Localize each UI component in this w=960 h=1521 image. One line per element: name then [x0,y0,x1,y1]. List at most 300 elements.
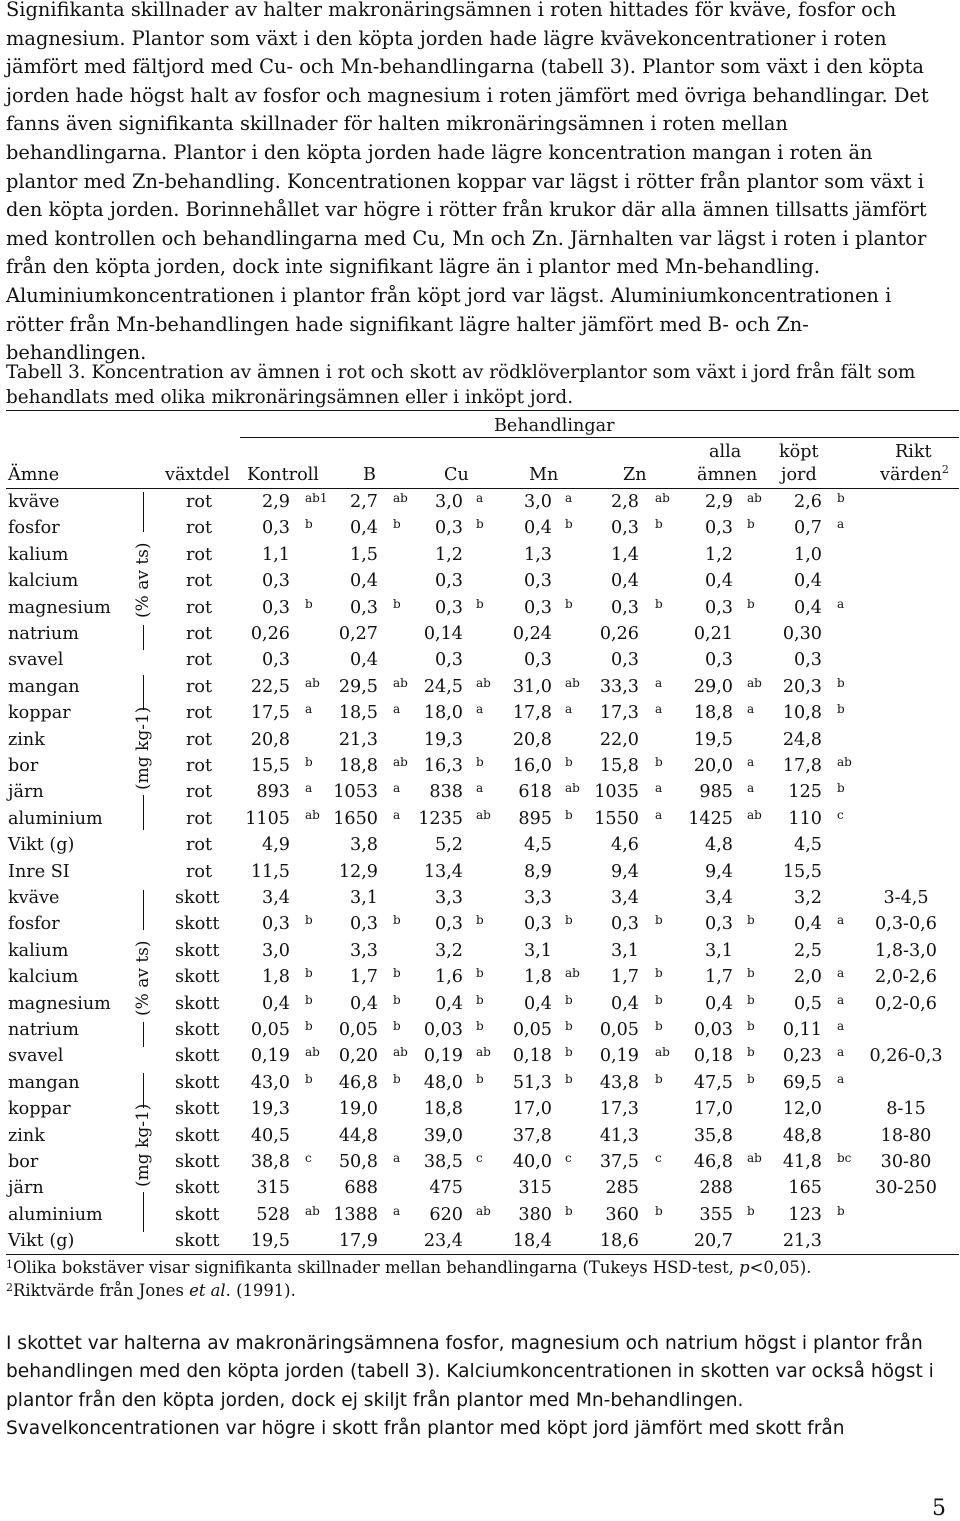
cell-value: 0,27 [338,624,378,644]
cell-value: 1650 [333,809,378,829]
cell-value: 285 [605,1178,639,1198]
cell-value: 0,3 [705,598,733,618]
cell-significance: c [837,808,844,822]
cell-value: 20,8 [512,730,552,750]
cell-significance: a [476,781,484,795]
cell-significance: b [476,1019,484,1033]
cell-value: 21,3 [782,1231,822,1251]
cell-significance: ab [655,491,670,505]
cell-value: 0,4 [350,571,378,591]
cell-value: 8,9 [524,862,552,882]
unit-label-root-mg: (mg kg-1) [133,706,153,790]
cell-vaxtdel: rot [186,730,213,750]
cell-value: 33,3 [599,677,639,697]
cell-value: 3,3 [350,941,378,961]
col-head-mn: Mn [529,465,559,485]
cell-value: 0,26 [250,624,290,644]
cell-value: 22,5 [250,677,290,697]
cell-value: 893 [256,782,290,802]
cell-significance: b [747,913,755,927]
cell-value: 123 [788,1205,822,1225]
cell-value: 39,0 [423,1126,463,1146]
cell-significance: b [655,755,663,769]
cell-significance: b [476,517,484,531]
cell-value: 0,3 [611,650,639,670]
cell-significance: b [565,1045,573,1059]
cell-value: 1,7 [350,967,378,987]
cell-significance: b [305,993,313,1007]
col-head-zn: Zn [623,465,647,485]
cell-value: 0,7 [794,518,822,538]
cell-significance: b [393,597,401,611]
cell-value: 0,5 [794,994,822,1014]
cell-significance: a [476,491,484,505]
cell-significance: b [476,993,484,1007]
cell-value: 38,5 [423,1152,463,1172]
cell-value: 3,2 [435,941,463,961]
cell-value: 22,0 [599,730,639,750]
cell-value: 0,4 [524,518,552,538]
col-head-kontroll: Kontroll [247,465,319,485]
col-head-ammen: ämnen [697,465,758,485]
unit-bracket-line [143,675,144,710]
cell-value: 0,26 [599,624,639,644]
cell-value: 17,8 [512,703,552,723]
cell-value: 1,2 [705,545,733,565]
cell-significance: a [837,1072,845,1086]
cell-significance: bc [837,1151,852,1165]
cell-value: 29,5 [338,677,378,697]
cell-amne: Inre SI [8,862,70,882]
cell-value: 3,4 [705,888,733,908]
cell-value: 48,8 [782,1126,822,1146]
cell-significance: b [305,1072,313,1086]
cell-value: 3,1 [611,941,639,961]
cell-riktvarde: 0,3-0,6 [875,914,937,934]
cell-value: 43,0 [250,1073,290,1093]
cell-significance: ab [305,676,320,690]
cell-value: 17,9 [338,1231,378,1251]
cell-value: 0,3 [611,598,639,618]
cell-significance: a [655,702,663,716]
cell-significance: b [747,517,755,531]
cell-value: 0,4 [524,994,552,1014]
cell-value: 1,8 [524,967,552,987]
cell-significance: ab [655,1045,670,1059]
cell-value: 29,0 [693,677,733,697]
unit-label-shoot-percent: (% av ts) [133,940,153,1016]
cell-significance: b [747,597,755,611]
cell-value: 4,8 [705,835,733,855]
cell-value: 2,5 [794,941,822,961]
cell-significance: ab [476,1204,491,1218]
cell-value: 43,8 [599,1073,639,1093]
cell-value: 0,4 [794,914,822,934]
cell-riktvarde: 3-4,5 [883,888,929,908]
unit-bracket-line [143,492,144,532]
cell-value: 3,0 [435,492,463,512]
cell-value: 0,4 [705,994,733,1014]
cell-value: 16,0 [512,756,552,776]
cell-value: 0,3 [262,571,290,591]
cell-value: 37,8 [512,1126,552,1146]
cell-value: 0,19 [599,1046,639,1066]
cell-significance: c [565,1151,572,1165]
cell-value: 1035 [594,782,639,802]
cell-riktvarde: 30-250 [875,1178,937,1198]
cell-significance: b [393,1019,401,1033]
cell-vaxtdel: skott [175,888,220,908]
col-head-jord: jord [781,465,817,485]
cell-riktvarde: 18-80 [880,1126,932,1146]
cell-significance: a [393,1204,401,1218]
cell-amne: aluminium [8,1205,103,1225]
cell-value: 4,9 [262,835,290,855]
cell-vaxtdel: rot [186,782,213,802]
cell-value: 0,3 [794,650,822,670]
cell-value: 838 [429,782,463,802]
cell-value: 41,3 [599,1126,639,1146]
cell-value: 1105 [245,809,290,829]
cell-vaxtdel: rot [186,624,213,644]
cell-value: 1,7 [705,967,733,987]
unit-bracket-line [143,890,144,930]
cell-significance: b [393,517,401,531]
cell-value: 11,5 [250,862,290,882]
cell-significance: b [305,1019,313,1033]
cell-value: 2,8 [611,492,639,512]
col-head-b: B [363,465,376,485]
cell-value: 1,8 [262,967,290,987]
col-head-amne: Ämne [8,465,60,485]
cell-vaxtdel: rot [186,862,213,882]
cell-value: 0,3 [262,518,290,538]
cell-value: 41,8 [782,1152,822,1172]
cell-vaxtdel: rot [186,835,213,855]
cell-significance: b [837,676,845,690]
cell-value: 18,4 [512,1231,552,1251]
cell-vaxtdel: rot [186,492,213,512]
cell-value: 0,4 [435,994,463,1014]
cell-significance: b [565,808,573,822]
cell-value: 0,3 [705,650,733,670]
cell-significance: b [837,1204,845,1218]
cell-value: 3,3 [524,888,552,908]
cell-significance: b [565,913,573,927]
cell-value: 46,8 [338,1073,378,1093]
cell-value: 0,3 [435,914,463,934]
cell-value: 19,5 [250,1231,290,1251]
cell-value: 0,3 [524,571,552,591]
cell-value: 895 [518,809,552,829]
cell-vaxtdel: skott [175,967,220,987]
cell-significance: ab [305,808,320,822]
cell-value: 46,8 [693,1152,733,1172]
cell-significance: b [393,1072,401,1086]
cell-significance: a [837,517,845,531]
cell-value: 0,3 [262,650,290,670]
cell-value: 18,8 [423,1099,463,1119]
cell-value: 18,8 [693,703,733,723]
cell-significance: b [837,781,845,795]
cell-value: 355 [699,1205,733,1225]
cell-vaxtdel: skott [175,994,220,1014]
cell-value: 18,6 [599,1231,639,1251]
cell-significance: ab [476,676,491,690]
unit-label-root-percent: (% av ts) [133,542,153,618]
cell-value: 315 [256,1178,290,1198]
cell-significance: ab [565,676,580,690]
cell-value: 1235 [418,809,463,829]
cell-value: 3,0 [262,941,290,961]
cell-significance: c [655,1151,662,1165]
cell-value: 38,8 [250,1152,290,1172]
cell-amne: bor [8,756,39,776]
cell-vaxtdel: rot [186,703,213,723]
cell-value: 0,05 [599,1020,639,1040]
cell-riktvarde: 2,0-2,6 [875,967,937,987]
cell-significance: b [305,966,313,980]
cell-value: 0,03 [423,1020,463,1040]
cell-value: 31,0 [512,677,552,697]
cell-significance: c [305,1151,312,1165]
cell-value: 1,2 [435,545,463,565]
cell-significance: b [565,517,573,531]
cell-value: 5,2 [435,835,463,855]
cell-value: 50,8 [338,1152,378,1172]
cell-value: 0,3 [262,598,290,618]
cell-significance: a [565,702,573,716]
cell-value: 618 [518,782,552,802]
cell-value: 0,3 [705,518,733,538]
cell-value: 0,4 [350,518,378,538]
cell-value: 0,24 [512,624,552,644]
cell-significance: b [305,597,313,611]
cell-value: 0,3 [611,914,639,934]
cell-value: 18,5 [338,703,378,723]
cell-significance: ab [747,1151,762,1165]
cell-value: 17,3 [599,1099,639,1119]
cell-value: 1,0 [794,545,822,565]
cell-significance: b [476,755,484,769]
cell-value: 4,5 [794,835,822,855]
cell-value: 360 [605,1205,639,1225]
cell-significance: b [655,993,663,1007]
footnote-1: $^1$Olika bokstäver visar signifikanta skillnader mellan behandlingarna (Tukeys HSD-test, p<0,05). [6,1258,812,1277]
cell-value: 0,14 [423,624,463,644]
cell-value: 0,3 [611,518,639,538]
cell-value: 20,7 [693,1231,733,1251]
cell-amne: koppar [8,703,71,723]
cell-significance: b [565,1204,573,1218]
cell-value: 47,5 [693,1073,733,1093]
cell-amne: kväve [8,492,60,512]
cell-value: 15,5 [782,862,822,882]
cell-significance: ab [837,755,852,769]
cell-value: 15,5 [250,756,290,776]
cell-value: 0,3 [435,650,463,670]
cell-significance: b [655,517,663,531]
table-top-rule [6,410,959,411]
cell-value: 165 [788,1178,822,1198]
cell-value: 0,4 [611,994,639,1014]
cell-significance: b [305,913,313,927]
cell-amne: järn [8,782,44,802]
cell-value: 3,1 [705,941,733,961]
cell-vaxtdel: rot [186,571,213,591]
cell-vaxtdel: skott [175,1073,220,1093]
cell-amne: kväve [8,888,60,908]
cell-value: 0,11 [782,1020,822,1040]
cell-value: 0,03 [693,1020,733,1040]
cell-value: 1,6 [435,967,463,987]
cell-significance: b [565,755,573,769]
cell-value: 2,9 [705,492,733,512]
cell-amne: kalium [8,941,69,961]
table-bottom-rule [6,1254,959,1255]
cell-vaxtdel: skott [175,914,220,934]
col-head-vaxtdel: växtdel [165,465,230,485]
cell-significance: ab [393,491,408,505]
cell-value: 3,2 [794,888,822,908]
cell-amne: zink [8,730,45,750]
cell-value: 985 [699,782,733,802]
cell-value: 1,7 [611,967,639,987]
cell-value: 18,0 [423,703,463,723]
cell-significance: ab [565,781,580,795]
cell-amne: mangan [8,677,80,697]
cell-significance: b [747,1019,755,1033]
cell-value: 17,0 [693,1099,733,1119]
group-header-behandlingar: Behandlingar [494,416,615,436]
cell-value: 20,0 [693,756,733,776]
cell-significance: a [655,676,663,690]
cell-value: 0,4 [350,994,378,1014]
col-head-kopt: köpt [779,442,819,462]
cell-value: 35,8 [693,1126,733,1146]
cell-amne: Vikt (g) [8,835,75,855]
cell-value: 18,8 [338,756,378,776]
cell-value: 0,4 [794,598,822,618]
cell-value: 17,3 [599,703,639,723]
cell-vaxtdel: rot [186,598,213,618]
cell-amne: natrium [8,624,79,644]
cell-value: 0,20 [338,1046,378,1066]
cell-significance: a [837,597,845,611]
cell-significance: ab [393,1045,408,1059]
cell-value: 0,3 [524,598,552,618]
cell-value: 37,5 [599,1152,639,1172]
cell-vaxtdel: rot [186,650,213,670]
cell-amne: svavel [8,1046,64,1066]
cell-value: 23,4 [423,1231,463,1251]
cell-significance: ab [476,808,491,822]
cell-vaxtdel: skott [175,1152,220,1172]
cell-value: 19,5 [693,730,733,750]
cell-significance: b [837,491,845,505]
unit-bracket-line [143,625,144,650]
cell-value: 17,8 [782,756,822,776]
cell-value: 3,3 [435,888,463,908]
cell-value: 2,9 [262,492,290,512]
cell-value: 0,4 [794,571,822,591]
col-head-rikt: Rikt [895,442,932,462]
cell-significance: ab [305,1204,320,1218]
cell-significance: b [655,1019,663,1033]
cell-amne: fosfor [8,518,60,538]
cell-significance: b [565,1019,573,1033]
cell-vaxtdel: rot [186,677,213,697]
cell-significance: b [747,966,755,980]
cell-value: 15,8 [599,756,639,776]
cell-value: 0,3 [705,914,733,934]
cell-significance: ab [565,966,580,980]
cell-value: 9,4 [705,862,733,882]
cell-significance: ab [393,676,408,690]
cell-value: 1550 [594,809,639,829]
table-caption: Tabell 3. Koncentration av ämnen i rot och skott av rödklöverplantor som växt i jord från fält som behandlats med olika mikronäringsämnen eller i inköpt jord. [6,362,916,408]
unit-bracket-line [143,1022,144,1047]
cell-significance: b [565,993,573,1007]
cell-value: 1425 [688,809,733,829]
cell-vaxtdel: skott [175,1231,220,1251]
cell-value: 51,3 [512,1073,552,1093]
cell-value: 40,5 [250,1126,290,1146]
cell-amne: fosfor [8,914,60,934]
cell-value: 3,4 [611,888,639,908]
cell-significance: a [393,1151,401,1165]
cell-amne: mangan [8,1073,80,1093]
cell-value: 2,6 [794,492,822,512]
cell-value: 0,05 [512,1020,552,1040]
cell-significance: a [747,781,755,795]
cell-amne: svavel [8,650,64,670]
cell-significance: a [747,702,755,716]
cell-vaxtdel: skott [175,941,220,961]
cell-riktvarde: 8-15 [886,1099,926,1119]
cell-value: 0,4 [262,994,290,1014]
cell-amne: Vikt (g) [8,1231,75,1251]
cell-amne: kalcium [8,571,79,591]
unit-label-shoot-mg: (mg kg-1) [133,1103,153,1187]
closing-paragraph: I skottet var halterna av makronäringsämnena fosfor, magnesium och natrium högst i plantor från behandlingen med den köpta jorden (tabell 3). Kalciumkoncentrationen in skotten var också högst i plantor från den köpta jorden, dock ej skiljt från plantor med Mn-behandlingen. Svavelkoncentrationen var högre i skott från plantor med köpt jord jämfört med skott från [6,1333,934,1440]
cell-value: 19,3 [423,730,463,750]
cell-significance: b [655,966,663,980]
cell-significance: ab [747,676,762,690]
cell-value: 0,18 [512,1046,552,1066]
cell-significance: b [305,755,313,769]
cell-significance: b [747,1204,755,1218]
cell-significance: b [655,1072,663,1086]
cell-vaxtdel: rot [186,809,213,829]
cell-significance: a [837,993,845,1007]
cell-value: 315 [518,1178,552,1198]
cell-value: 0,3 [435,518,463,538]
cell-vaxtdel: skott [175,1046,220,1066]
cell-riktvarde: 0,2-0,6 [875,994,937,1014]
cell-value: 110 [788,809,822,829]
cell-significance: a [837,966,845,980]
cell-value: 21,3 [338,730,378,750]
cell-value: 0,4 [350,650,378,670]
cell-significance: b [393,913,401,927]
footnote-2: $^2$Riktvärde från Jones et al. (1991). [6,1281,296,1300]
cell-value: 0,19 [423,1046,463,1066]
cell-value: 3,4 [262,888,290,908]
cell-value: 12,9 [338,862,378,882]
cell-significance: b [565,1072,573,1086]
cell-value: 2,0 [794,967,822,987]
